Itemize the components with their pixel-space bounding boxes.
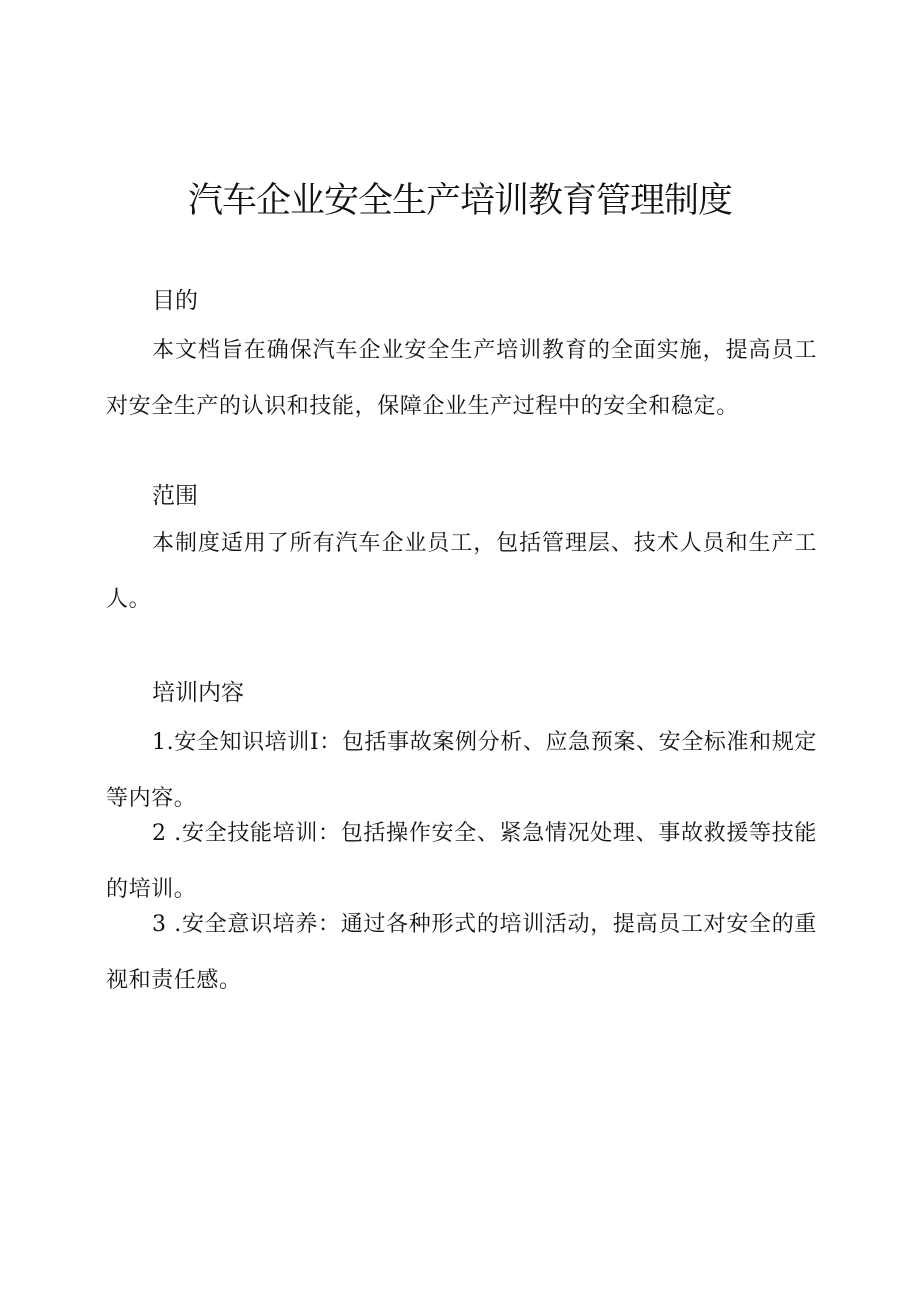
section-heading-scope: 范围	[152, 483, 198, 509]
section-heading-training-content: 培训内容	[152, 680, 244, 706]
section-heading-purpose: 目的	[152, 288, 198, 314]
training-item-3: 3 .安全意识培养：通过各种形式的培训活动，提高员工对安全的重视和责任感。	[106, 912, 817, 993]
training-item-2: 2 .安全技能培训：包括操作安全、紧急情况处理、事故救援等技能的培训。	[106, 821, 817, 902]
purpose-paragraph: 本文档旨在确保汽车企业安全生产培训教育的全面实施，提高员工对安全生产的认识和技能，保障企业生产过程中的安全和稳定。	[106, 338, 817, 419]
scope-paragraph: 本制度适用了所有汽车企业员工，包括管理层、技术人员和生产工人。	[106, 531, 817, 612]
training-item-1: 1.安全知识培训I：包括事故案例分析、应急预案、安全标准和规定等内容。	[106, 730, 817, 811]
document-title: 汽车企业安全生产培训教育管理制度	[187, 181, 732, 221]
